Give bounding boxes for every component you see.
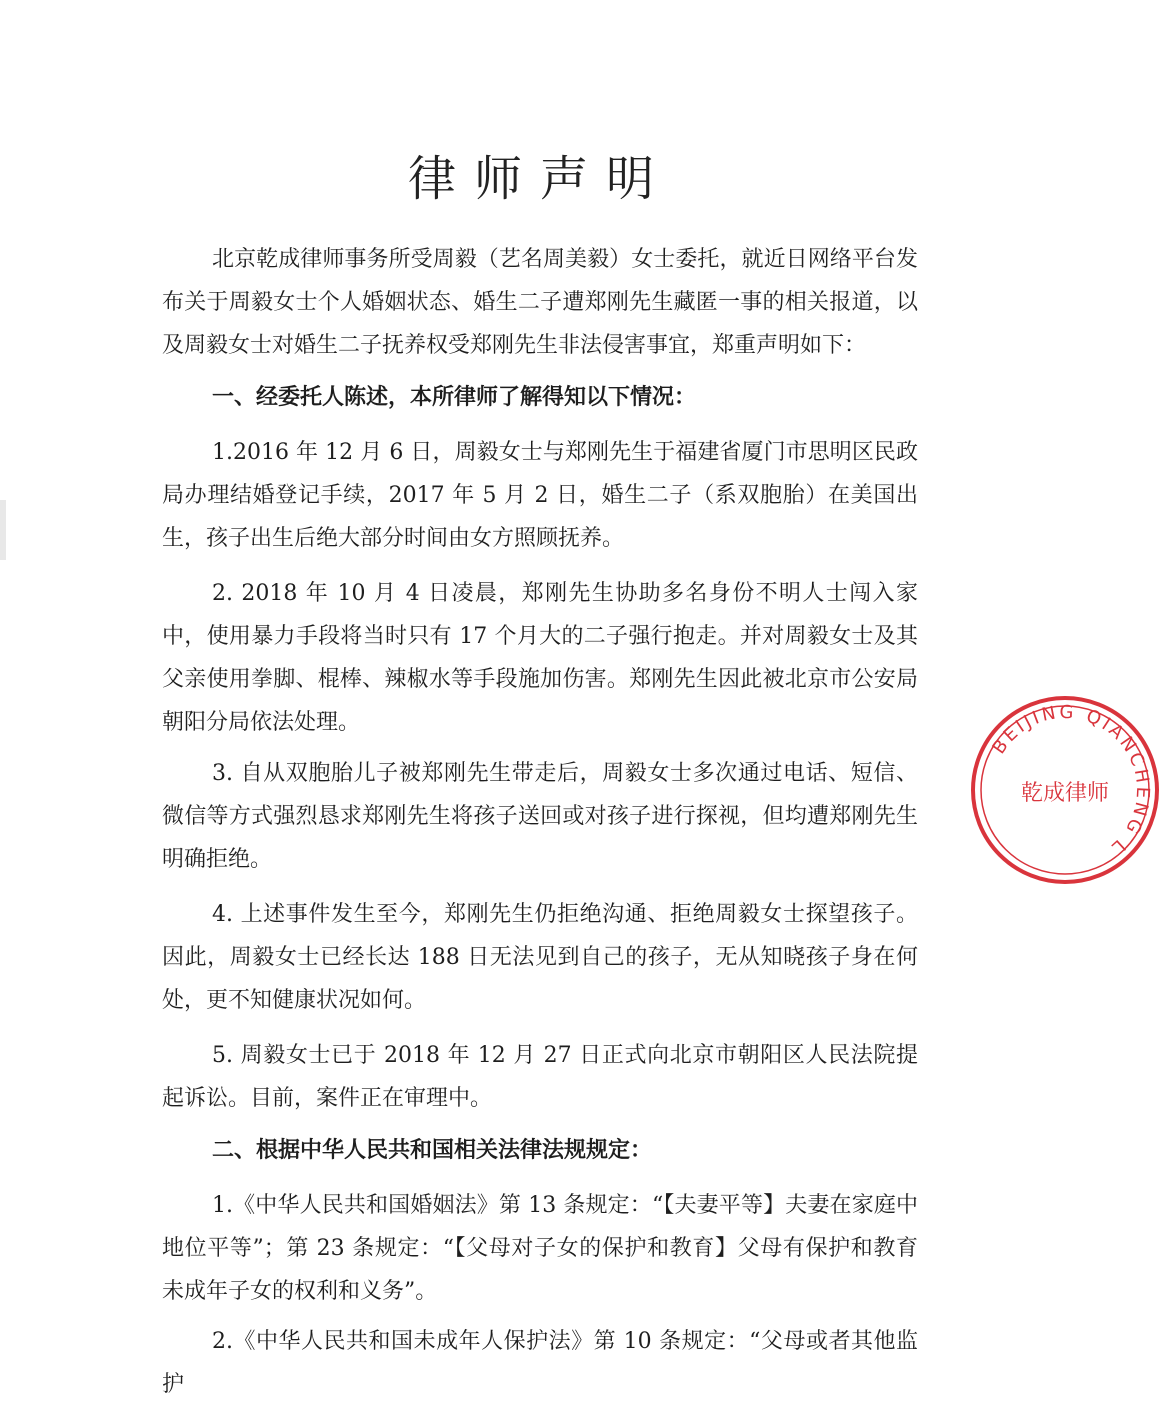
seal-ring-text: BEIJING QIANCHENG L bbox=[988, 701, 1154, 860]
scan-edge-mark bbox=[0, 500, 6, 560]
section2-item-2: 2.《中华人民共和国未成年人保护法》第 10 条规定：“父母或者其他监护 bbox=[162, 1329, 918, 1397]
section2-item-1: 1.《中华人民共和国婚姻法》第 13 条规定：“【夫妻平等】夫妻在家庭中地位平等”；第 23 条规定：“【父母对子女的保护和教育】父母有保护和教育未成年子女的权利和义务”。 bbox=[162, 1193, 918, 1304]
law-firm-seal bbox=[965, 690, 1165, 890]
section1-item-5: 5. 周毅女士已于 2018 年 12 月 27 日正式向北京市朝阳区人民法院提起诉讼。目前，案件正在审理中。 bbox=[162, 1043, 918, 1111]
section1-heading: 一、经委托人陈述，本所律师了解得知以下情况： bbox=[212, 384, 697, 410]
document-title: 律师声明 bbox=[407, 151, 672, 208]
section1-item-4: 4. 上述事件发生至今，郑刚先生仍拒绝沟通、拒绝周毅女士探望孩子。因此，周毅女士已经长达 188 日无法见到自己的孩子，无从知晓孩子身在何处，更不知健康状况如何。 bbox=[162, 902, 918, 1013]
seal-inner-text: 乾成律师 bbox=[1020, 781, 1110, 806]
intro-paragraph: 北京乾成律师事务所受周毅（艺名周美毅）女士委托，就近日网络平台发布关于周毅女士个人婚姻状态、婚生二子遭郑刚先生藏匿一事的相关报道，以及周毅女士对婚生二子抚养权受郑刚先生非法侵害事宜，郑重声明如下： bbox=[162, 247, 918, 358]
section1-item-1: 1.2016 年 12 月 6 日，周毅女士与郑刚先生于福建省厦门市思明区民政局办理结婚登记手续，2017 年 5 月 2 日，婚生二子（系双胞胎）在美国出生，孩子出生后绝大部分时间由女方照顾抚养。 bbox=[162, 440, 918, 551]
section1-item-3: 3. 自从双胞胎儿子被郑刚先生带走后，周毅女士多次通过电话、短信、微信等方式强烈恳求郑刚先生将孩子送回或对孩子进行探视，但均遭郑刚先生明确拒绝。 bbox=[162, 761, 918, 872]
section1-item-2: 2. 2018 年 10 月 4 日凌晨，郑刚先生协助多名身份不明人士闯入家中，使用暴力手段将当时只有 17 个月大的二子强行抱走。并对周毅女士及其父亲使用拳脚、棍棒、辣椒水等手段施加伤害。郑刚先生因此被北京市公安局朝阳分局依法处理。 bbox=[162, 581, 918, 735]
section2-heading: 二、根据中华人民共和国相关法律法规规定： bbox=[212, 1137, 653, 1163]
